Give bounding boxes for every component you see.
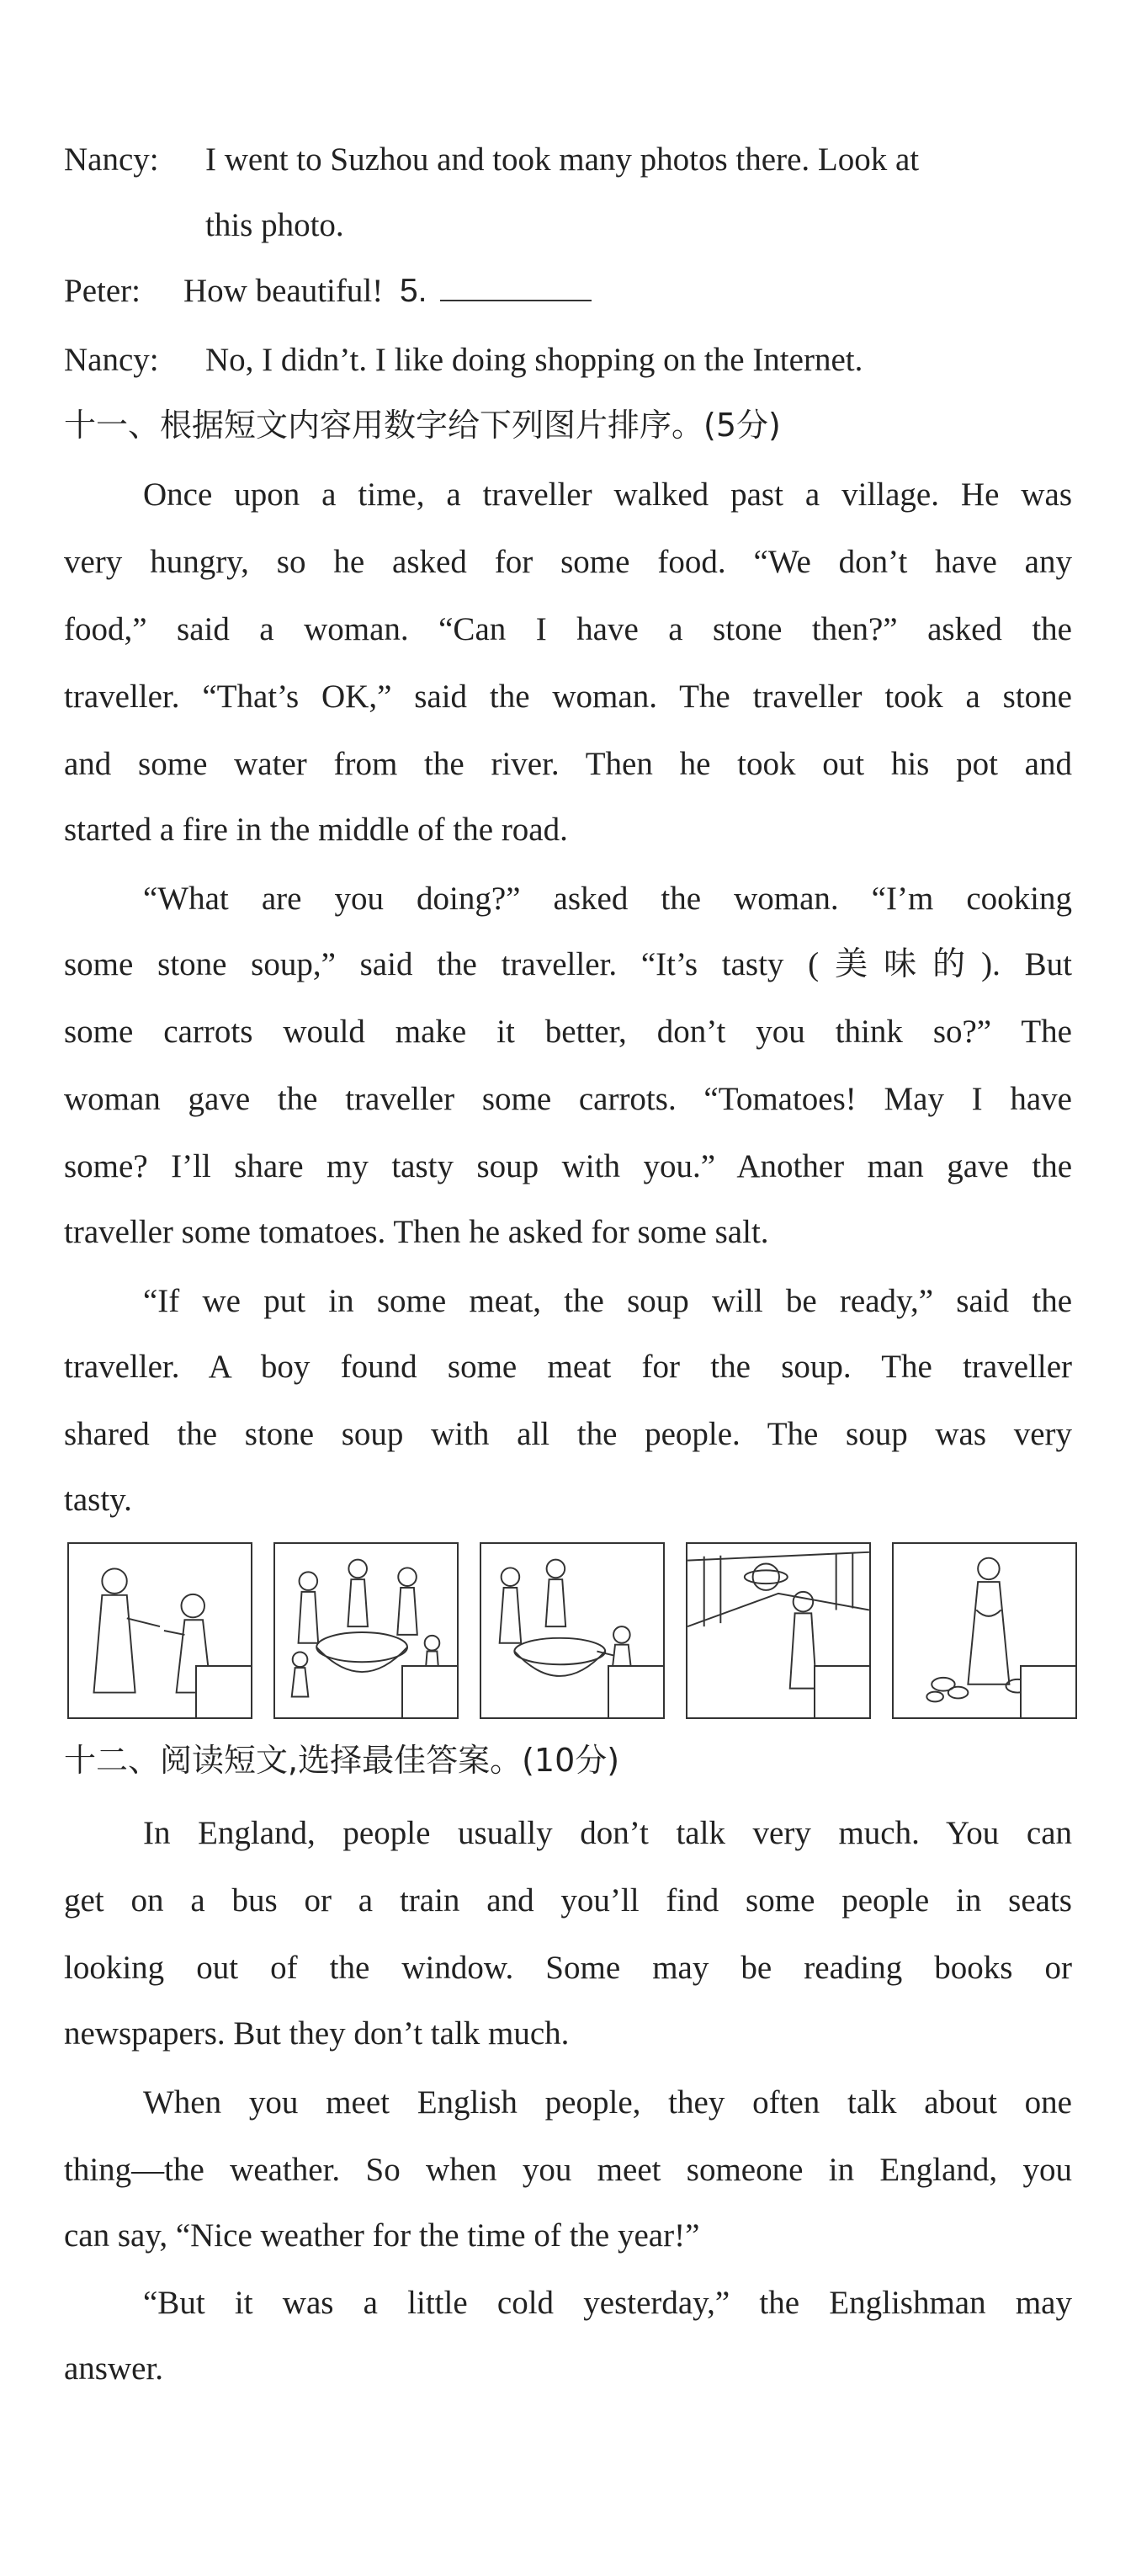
passage-line: can say, “Nice weather for the time of the year!” — [64, 2217, 700, 2254]
passage-line: When you meet English people, they often talk about one — [143, 2084, 1072, 2121]
passage-line: answer. — [64, 2350, 164, 2387]
passage-line: newspapers. But they don’t talk much. — [64, 2015, 570, 2052]
passage-line: started a fire in the middle of the road. — [64, 812, 568, 848]
dialogue-line — [64, 271, 1072, 311]
passage-line: shared the stone soup with all the people. The soup was very — [64, 1416, 1072, 1452]
order-answer-box[interactable] — [814, 1665, 869, 1717]
passage-line: “If we put in some meat, the soup will be ready,” said the — [143, 1283, 1072, 1319]
passage-line: In England, people usually don’t talk very much. You can — [143, 1815, 1072, 1851]
passage-line: food,” said a woman. “Can I have a stone then?” asked the — [64, 611, 1072, 647]
dialogue-text: I went to Suzhou and took many photos there. Look at — [205, 141, 920, 178]
passage-line: some stone soup,” said the traveller. “It’s tasty (美味的). But — [64, 946, 1072, 982]
passage-line: traveller. A boy found some meat for the soup. The traveller — [64, 1349, 1072, 1385]
passage-line: “What are you doing?” asked the woman. “I’m cooking — [143, 881, 1072, 917]
story-picture — [273, 1542, 459, 1719]
speaker-name: Peter: — [64, 273, 141, 309]
dialogue-line-continued: this photo. — [205, 207, 344, 243]
passage-line: traveller some tomatoes. Then he asked for some salt. — [64, 1214, 769, 1250]
order-answer-box[interactable] — [1020, 1665, 1075, 1717]
passage-line: some carrots would make it better, don’t you think so?” The — [64, 1014, 1072, 1050]
section-heading: 十一、根据短文内容用数字给下列图片排序。(5分) — [64, 407, 781, 444]
section-heading: 十二、阅读短文,选择最佳答案。(10分) — [64, 1742, 620, 1779]
passage-line: very hungry, so he asked for some food. “We don’t have any — [64, 544, 1072, 580]
dialogue-text: No, I didn’t. I like doing shopping on the Internet. — [205, 342, 863, 378]
passage-line: traveller. “That’s OK,” said the woman. The traveller took a stone — [64, 679, 1072, 715]
passage-line: some? I’ll share my tasty soup with you.” Another man gave the — [64, 1148, 1072, 1184]
speaker-name: Nancy: — [64, 141, 159, 178]
story-picture — [67, 1542, 252, 1719]
passage-line: and some water from the river. Then he took out his pot and — [64, 746, 1072, 782]
story-picture — [686, 1542, 871, 1719]
passage-line: get on a bus or a train and you’ll find some people in seats — [64, 1882, 1072, 1919]
passage-line: woman gave the traveller some carrots. “Tomatoes! May I have — [64, 1081, 1072, 1117]
passage-line: tasty. — [64, 1482, 132, 1518]
dialogue-line — [64, 340, 1072, 381]
story-picture — [480, 1542, 665, 1719]
dialogue-text: How beautiful! — [183, 273, 384, 309]
order-answer-box[interactable] — [401, 1665, 457, 1717]
passage-line: “But it was a little cold yesterday,” the Englishman may — [143, 2285, 1072, 2321]
answer-blank[interactable] — [440, 274, 592, 301]
order-answer-box[interactable] — [195, 1665, 251, 1717]
order-answer-box[interactable] — [608, 1665, 663, 1717]
passage-line: Once upon a time, a traveller walked past a village. He was — [143, 476, 1072, 513]
passage-line: looking out of the window. Some may be reading books or — [64, 1950, 1072, 1986]
question-number: 5. — [399, 273, 427, 309]
passage-line: thing—the weather. So when you meet someone in England, you — [64, 2152, 1072, 2188]
speaker-name: Nancy: — [64, 342, 159, 378]
story-picture — [892, 1542, 1077, 1719]
dialogue-line — [64, 140, 1072, 180]
